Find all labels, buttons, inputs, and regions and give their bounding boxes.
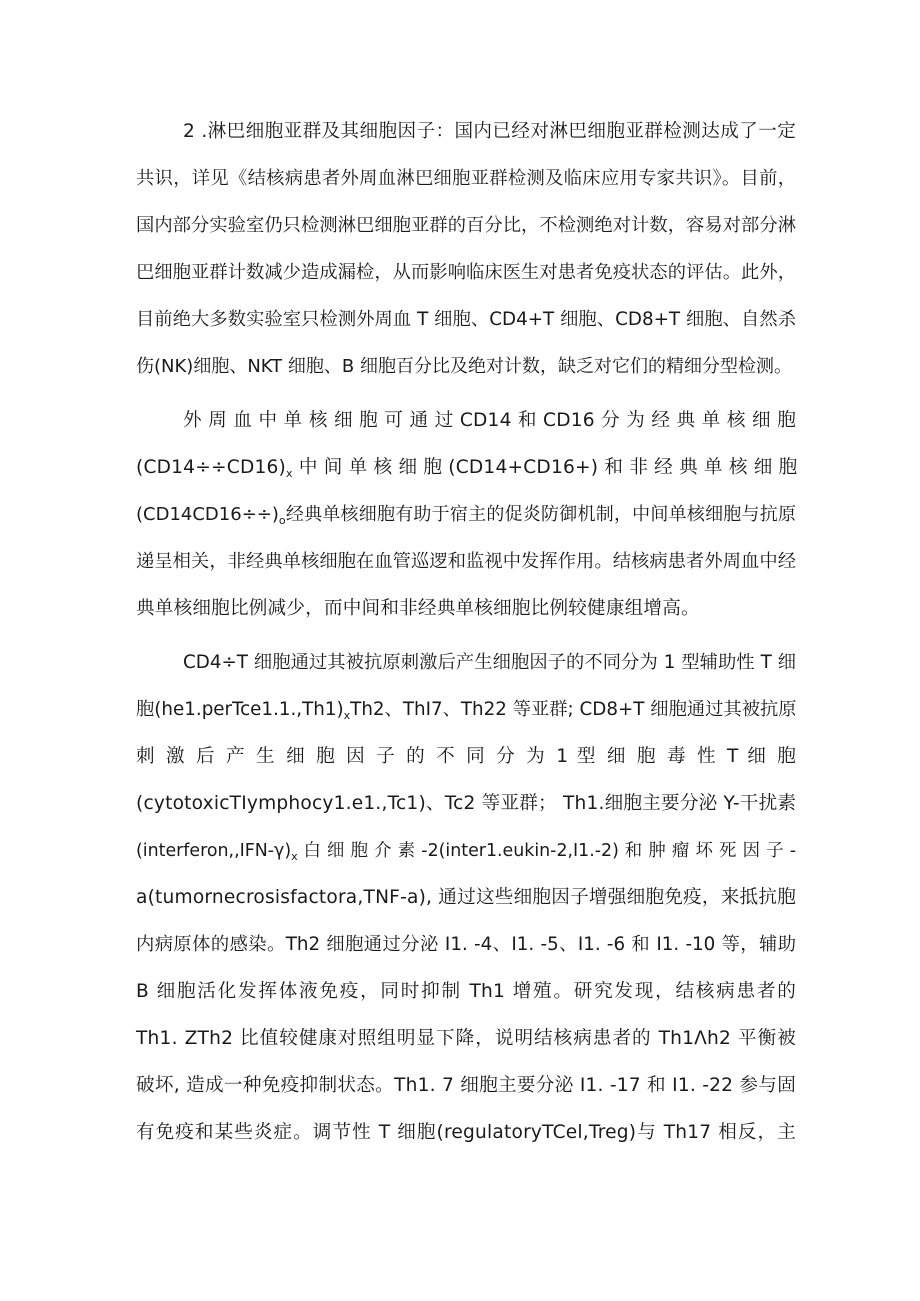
paragraph-3-line-8: B 细胞活化发挥体液免疫，同时抑制 Th1 增殖。研究发现，结核病患者的 — [136, 981, 796, 1002]
monocyte-nonclassic-label: (CD14CD16÷÷) — [136, 504, 279, 525]
paragraph-2-line-5: 典单核细胞比例减少，而中间和非经典单核细胞比例较健康组增高。 — [136, 598, 700, 619]
paragraph-3-line-9: Th1. ZTh2 比值较健康对照组明显下降，说明结核病患者的 Th1Λh2 平衡被 — [136, 1028, 796, 1049]
paragraph-3-line-5 — [136, 836, 796, 866]
interleukin-text: 白 细 胞 介 素 -2(inter1.eukin-2,I1.-2) 和 肿 瘤 坏 死 因 子 - — [297, 841, 796, 861]
paragraph-1-line-2: 共识，详见《结核病患者外周血淋巴细胞亚群检测及临床应用专家共识》。目前， — [136, 168, 796, 189]
paragraph-2-line-3 — [136, 500, 796, 530]
subscript-mark: o — [278, 514, 286, 527]
paragraph-3-line-10: 破坏, 造成一种免疫抑制状态。Th1. 7 细胞主要分泌 I1. -17 和 I1. -22 参与固 — [136, 1075, 796, 1096]
interferon-label: (interferon,,IFN-γ) — [136, 841, 292, 861]
paragraph-1-line-1: 2 .淋巴细胞亚群及其细胞因子：国内已经对淋巴细胞亚群检测达成了一定 — [183, 121, 796, 142]
paragraph-3-line-6: a(tumornecrosisfactora,TNF-a), 通过这些细胞因子增强细胞免疫，来抵抗胞 — [136, 887, 796, 908]
paragraph-1-line-6: 伤(NK)细胞、NKT 细胞、B 细胞百分比及绝对计数，缺乏对它们的精细分型检测。 — [136, 356, 792, 377]
paragraph-2-line-2 — [136, 453, 796, 483]
paragraph-3-line-3: 刺 激 后 产 生 细 胞 因 子 的 不 同 分 为 1 型 细 胞 毒 性 T 细 胞 — [136, 746, 796, 767]
monocyte-intermediate-text: 中 间 单 核 细 胞 (CD14+CD16+) 和 非 经 典 单 核 细 胞 — [292, 457, 798, 478]
paragraph-3-line-1: CD4÷T 细胞通过其被抗原刺激后产生细胞因子的不同分为 1 型辅助性 T 细 — [183, 652, 796, 673]
monocyte-function-text: 经典单核细胞有助于宿主的促炎防御机制，中间单核细胞与抗原 — [285, 504, 796, 525]
paragraph-1-line-5: 目前绝大多数实验室只检测外周血 T 细胞、CD4+T 细胞、CD8+T 细胞、自然杀 — [136, 309, 796, 330]
paragraph-1-line-3: 国内部分实验室仍只检测淋巴细胞亚群的百分比，不检测绝对计数，容易对部分淋 — [136, 215, 796, 236]
subscript-mark: x — [343, 709, 351, 722]
monocyte-classic-label: (CD14÷÷CD16) — [136, 457, 286, 478]
paragraph-3-line-11: 有免疫和某些炎症。调节性 T 细胞(regulatoryTCel,Treg)与 Th17 相反，主 — [136, 1122, 796, 1143]
paragraph-3-line-2 — [136, 695, 796, 725]
th1-label: 胞(he1.perTce1.1.,Th1) — [136, 699, 344, 720]
subscript-mark: x — [291, 850, 298, 863]
th-subsets-text: Th2、ThI7、Th22 等亚群; CD8+T 细胞通过其被抗原 — [350, 699, 797, 720]
paragraph-2-line-1: 外 周 血 中 单 核 细 胞 可 通 过 CD14 和 CD16 分 为 经 典 单 核 细 胞 — [183, 410, 796, 431]
paragraph-3-line-4: (cytotoxicTIymphocy1.e1.,Tc1)、Tc2 等亚群； Th1.细胞主要分泌 Y-干扰素 — [136, 793, 797, 814]
paragraph-1-line-4: 巴细胞亚群计数减少造成漏检，从而影响临床医生对患者免疫状态的评估。此外， — [136, 262, 796, 283]
paragraph-2-line-4: 递呈相关，非经典单核细胞在血管巡逻和监视中发挥作用。结核病患者外周血中经 — [136, 551, 796, 572]
paragraph-3-line-7: 内病原体的感染。Th2 细胞通过分泌 I1. -4、I1. -5、I1. -6 和 I1. -10 等，辅助 — [136, 934, 796, 955]
subscript-mark: x — [286, 467, 293, 480]
